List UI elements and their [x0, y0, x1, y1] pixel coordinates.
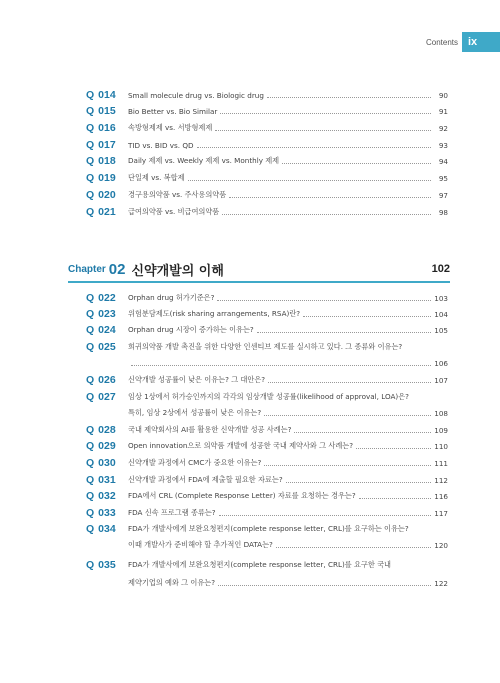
- toc-entry[interactable]: [86, 372, 448, 388]
- question-number: [86, 457, 128, 469]
- toc-entry[interactable]: [86, 422, 448, 438]
- dot-leader: [267, 97, 431, 98]
- entry-title: FDA에서 CRL (Complete Response Letter) 자료를 요청하는 경우는?: [128, 491, 356, 500]
- question-id: 023: [98, 308, 116, 320]
- question-number: [86, 105, 128, 117]
- toc-entry[interactable]: [86, 505, 448, 521]
- chapter-heading[interactable]: [68, 258, 450, 280]
- entry-title: Bio Better vs. Bio Similar: [128, 106, 218, 116]
- question-number: [86, 139, 128, 151]
- entry-title: 임상 1상에서 허가승인까지의 각각의 임상개발 성공률(likelihood of approval, LOA)은?: [128, 392, 409, 401]
- question-number: [86, 424, 128, 436]
- entry-page: 106: [434, 358, 448, 368]
- question-id: 016: [98, 122, 116, 134]
- chapter-title: 신약개발의 이해: [131, 263, 224, 279]
- question-id: 024: [98, 324, 116, 336]
- toc-entry[interactable]: [86, 137, 448, 153]
- toc-entry-continuation[interactable]: [128, 405, 448, 421]
- question-prefix: Q: [86, 324, 95, 336]
- chapter-number: 02: [108, 260, 126, 278]
- question-id: 019: [98, 172, 116, 184]
- question-id: 025: [98, 341, 116, 353]
- question-prefix: Q: [86, 474, 95, 486]
- question-prefix: Q: [86, 341, 95, 353]
- question-prefix: Q: [86, 206, 95, 218]
- entry-page: 92: [438, 123, 448, 133]
- question-id: 026: [98, 374, 116, 386]
- dot-leader: [286, 482, 431, 483]
- question-prefix: Q: [86, 139, 95, 151]
- dot-leader: [222, 214, 431, 215]
- question-prefix: Q: [86, 308, 95, 320]
- running-header: [426, 32, 500, 52]
- entry-title: 경구용의약품 vs. 주사용의약품: [128, 190, 227, 199]
- toc-entry[interactable]: [86, 187, 448, 203]
- question-prefix: Q: [86, 172, 95, 184]
- question-prefix: Q: [86, 374, 95, 386]
- entry-page: 112: [434, 475, 448, 485]
- question-prefix: Q: [86, 507, 95, 519]
- toc-entry[interactable]: [86, 438, 448, 454]
- entry-title: Small molecule drug vs. Biologic drug: [128, 90, 264, 100]
- entry-title: 신약개발 과정에서 FDA에 제출할 필요한 자료는?: [128, 475, 283, 484]
- question-prefix: Q: [86, 122, 95, 134]
- question-prefix: Q: [86, 559, 95, 571]
- toc-entry[interactable]: [86, 339, 448, 355]
- entry-page: 109: [434, 425, 448, 435]
- entry-title: 신약개발 성공률이 낮은 이유는? 그 대안은?: [128, 375, 266, 384]
- chapter-label: Chapter: [68, 263, 106, 275]
- entry-page: 116: [434, 491, 448, 501]
- entry-title: Daily 제제 vs. Weekly 제제 vs. Monthly 제제: [128, 156, 280, 165]
- question-prefix: Q: [86, 391, 95, 403]
- question-id: 022: [98, 292, 116, 304]
- question-number: [86, 440, 128, 452]
- entry-page: 91: [438, 106, 448, 116]
- dot-leader: [303, 316, 431, 317]
- entry-page: 111: [434, 458, 448, 468]
- question-id: 027: [98, 391, 116, 403]
- dot-leader: [282, 163, 431, 164]
- toc-entry[interactable]: [86, 521, 448, 537]
- dot-leader: [359, 498, 431, 499]
- header-label: Contents: [425, 37, 458, 47]
- question-id: 028: [98, 424, 116, 436]
- toc-entry[interactable]: [86, 455, 448, 471]
- toc-entry[interactable]: [86, 322, 448, 338]
- dot-leader: [215, 130, 431, 131]
- entry-page: 95: [438, 173, 448, 183]
- question-number: [86, 155, 128, 167]
- entry-page: 98: [438, 207, 448, 217]
- question-number: [86, 490, 128, 502]
- entry-page: 97: [438, 190, 448, 200]
- question-number: [86, 308, 128, 320]
- dot-leader: [131, 365, 431, 366]
- toc-entry[interactable]: [86, 103, 448, 119]
- toc-entry[interactable]: [86, 306, 448, 322]
- entry-title: 국내 제약회사의 AI를 활용한 신약개발 성공 사례는?: [128, 425, 292, 434]
- question-number: [86, 89, 128, 101]
- toc-entry-continuation[interactable]: [128, 575, 448, 591]
- dot-leader: [268, 382, 431, 383]
- question-id: 014: [98, 89, 116, 101]
- entry-page: 108: [434, 408, 448, 418]
- question-prefix: Q: [86, 105, 95, 117]
- entry-title: TID vs. BID vs. QD: [128, 140, 194, 150]
- toc-entry[interactable]: [86, 488, 448, 504]
- entry-title: 희귀의약품 개발 촉진을 위한 다양한 인센티브 제도를 실시하고 있다. 그 종류와 이유는?: [128, 342, 403, 351]
- toc-entry-continuation[interactable]: [128, 355, 448, 371]
- dot-leader: [276, 547, 431, 548]
- question-id: 030: [98, 457, 116, 469]
- toc-entry[interactable]: [86, 170, 448, 186]
- question-number: [86, 206, 128, 218]
- question-prefix: Q: [86, 155, 95, 167]
- question-number: [86, 507, 128, 519]
- entry-page: 110: [434, 441, 448, 451]
- entry-page: 122: [434, 578, 448, 588]
- dot-leader: [257, 332, 431, 333]
- entry-title-continued: 특히, 임상 2상에서 성공률이 낮은 이유는?: [128, 408, 262, 417]
- question-number: [86, 474, 128, 486]
- question-prefix: Q: [86, 89, 95, 101]
- entry-page: 94: [438, 156, 448, 166]
- entry-title: FDA 신속 프로그램 종류는?: [128, 508, 216, 517]
- question-id: 034: [98, 523, 116, 535]
- entry-title: Orphan drug 허가기준은?: [128, 293, 215, 302]
- dot-leader: [220, 113, 431, 114]
- entry-title: Orphan drug 시장이 증가하는 이유는?: [128, 325, 254, 334]
- page-number-badge: ix: [462, 32, 500, 52]
- question-number: [86, 172, 128, 184]
- entry-page: 104: [434, 309, 448, 319]
- toc-entry[interactable]: [86, 153, 448, 169]
- question-id: 017: [98, 139, 116, 151]
- question-number: [86, 523, 128, 535]
- question-number: [86, 559, 128, 571]
- dot-leader: [217, 300, 431, 301]
- entry-title: 신약개발 과정에서 CMC가 중요한 이유는?: [128, 458, 262, 467]
- question-prefix: Q: [86, 440, 95, 452]
- entry-page: 90: [438, 90, 448, 100]
- question-number: [86, 122, 128, 134]
- toc-entry[interactable]: [86, 557, 448, 573]
- entry-page: 120: [434, 540, 448, 550]
- dot-leader: [197, 147, 431, 148]
- dot-leader: [356, 448, 431, 449]
- entry-title: Open innovation으로 의약품 개발에 성공한 국내 제약사와 그 사례는?: [128, 441, 354, 450]
- question-prefix: Q: [86, 424, 95, 436]
- question-prefix: Q: [86, 490, 95, 502]
- toc-entry[interactable]: [86, 472, 448, 488]
- entry-page: 105: [434, 325, 448, 335]
- question-id: 035: [98, 559, 116, 571]
- entry-title-continued: 제약기업의 예와 그 이유는?: [128, 578, 216, 587]
- dot-leader: [219, 515, 431, 516]
- question-number: [86, 374, 128, 386]
- question-number: [86, 391, 128, 403]
- entry-page: 103: [434, 293, 448, 303]
- dot-leader: [188, 180, 431, 181]
- question-prefix: Q: [86, 292, 95, 304]
- entry-title: 급여의약품 vs. 비급여의약품: [128, 207, 220, 216]
- question-id: 033: [98, 507, 116, 519]
- entry-title: FDA가 개발사에게 보완요청편지(complete response letter, CRL)를 요구한 국내: [128, 560, 391, 569]
- entry-title: 단일제 vs. 복합제: [128, 173, 185, 182]
- dot-leader: [264, 415, 431, 416]
- entry-title: FDA가 개발사에게 보완요청편지(complete response letter, CRL)를 요구하는 이유는?: [128, 524, 409, 533]
- entry-title: 속방형제제 vs. 서방형제제: [128, 123, 213, 132]
- dot-leader: [294, 432, 431, 433]
- entry-page: 107: [434, 375, 448, 385]
- toc-entry[interactable]: [86, 389, 448, 405]
- question-number: [86, 324, 128, 336]
- question-number: [86, 189, 128, 201]
- question-id: 031: [98, 474, 116, 486]
- question-prefix: Q: [86, 189, 95, 201]
- question-id: 029: [98, 440, 116, 452]
- entry-title: 위험분담제도(risk sharing arrangements, RSA)란?: [128, 309, 301, 318]
- dot-leader: [218, 585, 431, 586]
- toc-entry[interactable]: [86, 204, 448, 220]
- question-number: [86, 341, 128, 353]
- question-id: 021: [98, 206, 116, 218]
- toc-entry-continuation[interactable]: [128, 537, 448, 553]
- chapter-page: 102: [431, 263, 450, 275]
- toc-entry[interactable]: [86, 290, 448, 306]
- dot-leader: [229, 197, 431, 198]
- question-id: 032: [98, 490, 116, 502]
- question-number: [86, 292, 128, 304]
- question-prefix: Q: [86, 523, 95, 535]
- toc-entry[interactable]: [86, 87, 448, 103]
- question-id: 018: [98, 155, 116, 167]
- entry-page: 117: [434, 508, 448, 518]
- entry-page: 93: [438, 140, 448, 150]
- dot-leader: [264, 465, 431, 466]
- toc-entry[interactable]: [86, 120, 448, 136]
- question-prefix: Q: [86, 457, 95, 469]
- chapter-divider: [68, 281, 450, 283]
- question-id: 020: [98, 189, 116, 201]
- question-id: 015: [98, 105, 116, 117]
- entry-title-continued: 이때 개발사가 준비해야 할 추가적인 DATA는?: [128, 540, 273, 549]
